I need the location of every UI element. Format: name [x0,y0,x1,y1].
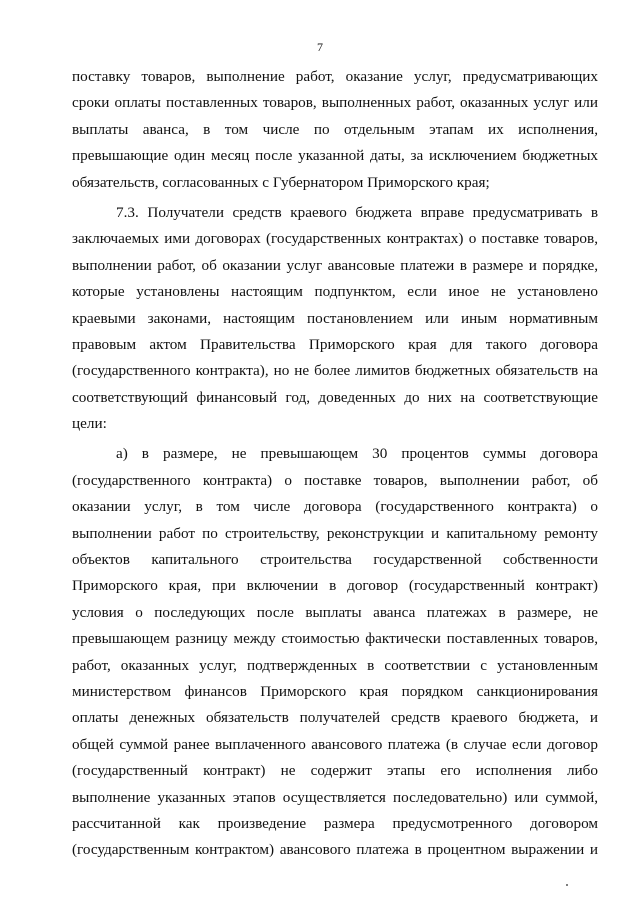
text-line: краевыми законами, настоящим постановлением или иным нормативным [72,309,598,327]
text-line: соответствующий финансовый год, доведенных до них на соответствующие [72,388,598,406]
text-line: (государственный контракт) не содержит этапы его исполнения либо [72,762,598,780]
text-line: Приморского края, при включении в договор (государственный контракт) [72,577,598,595]
text-line: выполнении работ, об оказании услуг авансовые платежи в размере и порядке, [72,256,598,274]
text-line: сроки оплаты поставленных товаров, выполненных работ, оказанных услуг или [72,94,598,112]
page-number: 7 [317,40,323,54]
text-line: превышающие один месяц после указанной даты, за исключением бюджетных [72,147,598,165]
text-line: 7.3. Получатели средств краевого бюджета вправе предусматривать в [116,203,598,221]
text-line: правовым актом Правительства Приморского края для такого договора [72,335,598,353]
paragraph-clause-7-3 [72,200,598,438]
text-line: общей суммой ранее выплаченного авансового платежа (в случае если договор [72,735,598,753]
text-line: оплаты денежных обязательств получателей средств краевого бюджета, и [72,709,598,727]
text-line: работ, оказанных услуг, подтвержденных в соответствии с установленным [72,656,598,674]
text-line: условия о последующих после выплаты аванса платежах в размере, не [72,603,598,621]
text-line: оказании услуг, в том числе договора (государственного контракта) о [72,498,598,516]
text-line: (государственного контракта) о поставке товаров, выполнении работ, об [72,471,598,489]
text-line: выплаты аванса, в том числе по отдельным этапам их исполнения, [72,120,598,138]
body-text [72,64,598,864]
text-line: а) в размере, не превышающем 30 процентов суммы договора [116,445,598,463]
text-line: объектов капитального строительства государственной собственности [72,551,598,569]
text-line: поставку товаров, выполнение работ, оказание услуг, предусматривающих [72,68,598,85]
text-line: превышающем разницу между стоимостью фактически поставленных товаров, [72,630,598,648]
text-line: рассчитанной как произведение размера предусмотренного договором [72,814,598,832]
scan-speck [566,884,568,886]
text-line: обязательств, согласованных с Губернатором Приморского края; [72,173,490,191]
text-line: выполнение указанных этапов осуществляется последовательно) или суммой, [72,788,598,806]
text-line: выполнении работ по строительству, реконструкции и капитальному ремонту [72,524,598,542]
paragraph-subclause-a [72,441,598,863]
text-line: заключаемых ими договорах (государственных контрактах) о поставке товаров, [72,230,598,248]
text-line: которые установлены настоящим подпунктом, если иное не установлено [72,283,598,301]
text-line: цели: [72,415,107,433]
text-line: (государственного контракта), но не более лимитов бюджетных обязательств на [72,362,598,380]
text-line: (государственным контрактом) авансового платежа в процентном выражении и [72,841,598,859]
text-line: министерством финансов Приморского края порядком санкционирования [72,682,598,700]
paragraph-continuation [72,64,598,196]
